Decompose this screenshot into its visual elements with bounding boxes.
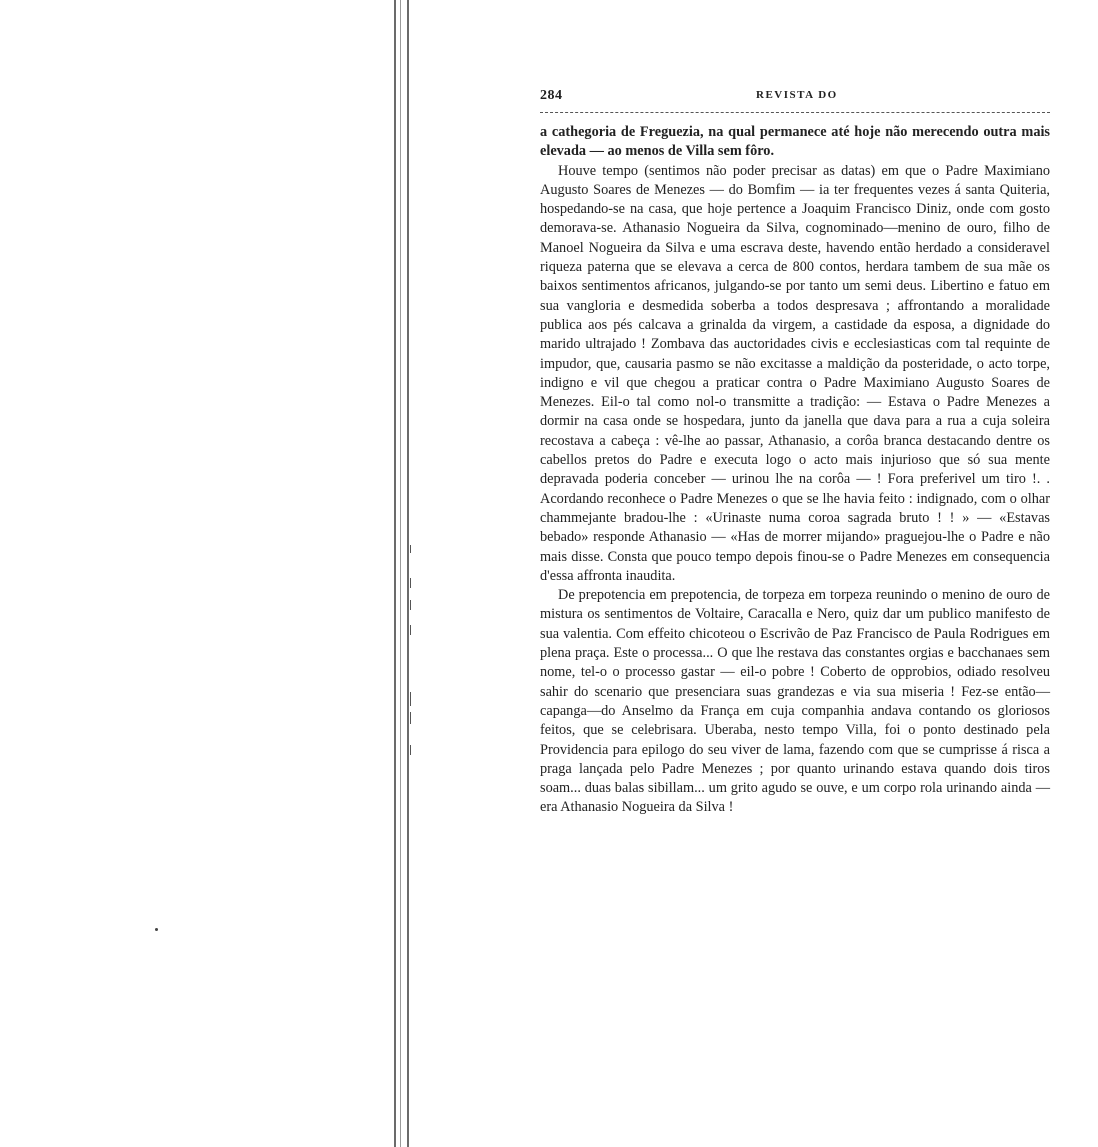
gutter-mark — [410, 578, 411, 588]
spine-edge-line — [400, 0, 401, 1147]
spine-edge-line — [407, 0, 409, 1147]
printed-page — [540, 88, 1050, 818]
page-number: 284 — [540, 88, 563, 103]
gutter-mark — [410, 600, 411, 610]
running-head — [540, 88, 1050, 106]
gutter-mark — [410, 625, 411, 635]
stray-mark — [155, 928, 158, 931]
gutter-mark — [410, 745, 411, 755]
header-rule — [540, 112, 1050, 113]
gutter-mark — [410, 545, 411, 553]
gutter-mark — [410, 712, 411, 724]
paragraph: De prepotencia em prepotencia, de torpeza em torpeza reunindo o menino de ouro de mistura os sentimentos de Voltaire, Caracalla e Nero, quiz dar um publico manifesto de sua valentia. Com effeito chicoteou o Escrivão de Paz Francisco de Paula Rodrigues em plena praça. Este o processa... O que lhe restava das constantes orgias e bacchanaes sem nome, tel-o o processo gastar — eil-o pobre ! Coberto de opprobios, odiado resolveu sahir do scenario que presenciara suas grandezas e via sua miseria ! Fez-se então—capanga—do Anselmo da França em cuja companhia andava contando os gloriosos feitos, que se celebrisara. Uberaba, nesto tempo Villa, foi o ponto destinado pela Providencia para epilogo do seu viver de lama, fazendo com que se cumprisse á risca a praga lançada pelo Padre Menezes ; por quanto urinando estava quando dois tiros soam... duas balas sibillam... um grito agudo se ouve, e um corpo rola urinando ainda — era Athanasio Nogueira da Silva ! — [540, 587, 1050, 816]
article-body — [540, 123, 1050, 818]
spine-edge-line — [394, 0, 396, 1147]
paragraph: Houve tempo (sentimos não poder precisar as datas) em que o Padre Maximiano Augusto Soares de Menezes — do Bomfim — ia ter frequentes vezes á santa Quiteria, hospedando-se na casa, que hoje pertence a Joaquim Francisco Diniz, onde com gosto demorava-se. Athanasio Nogueira da Silva, cognominado—menino de ouro, filho de Manoel Nogueira da Silva e uma escrava deste, havendo então herdado a consideravel riqueza paterna que se elevava a cerca de 800 contos, herdara tambem de sua mãe os baixos sentimentos africanos, julgando-se por tanto um semi deus. Libertino e fatuo em sua vangloria e desmedida soberba a todos despresava ; affrontando a moralidade publica aos pés calcava a grinalda da virgem, a castidade da esposa, a dignidade do marido ultrajado ! Zombava das auctoridades civis e ecclesiasticas com tal requinte de impudor, que, causaria pasmo se não excitasse a maldição da posteridade, o acto torpe, indigno e vil que chegou a praticar contra o Padre Maximiano Augusto Soares de Menezes. Eil-o tal como nol-o transmitte a tradição: — Estava o Padre Menezes a dormir na casa onde se hospedara, junto da janella que dava para a rua a cuja soleira recostava a cabeça : vê-lhe ao passar, Athanasio, a corôa branca destacando dentre os cabellos pretos do Padre e executa logo o acto mais injurioso que só sua mente depravada poderia conceber — urinou lhe na corôa — ! Fora preferivel um tiro !. . Acordando reconhece o Padre Menezes o que se lhe havia feito : indignado, com o olhar chammejante bradou-lhe : «Urinaste numa coroa sagrada bruto ! ! » — «Estavas bebado» responde Athanasio — «Has de morrer mijando» praguejou-lhe o Padre e não mais disse. Consta que pouco tempo depois finou-se o Padre Menezes em consequencia d'essa affronta inaudita. — [540, 162, 1050, 584]
paragraph: a cathegoria de Freguezia, na qual permanece até hoje não merecendo outra mais elevada — ao menos de Villa sem fôro. — [540, 124, 1050, 160]
gutter-mark — [410, 692, 411, 706]
running-title: REVISTA DO — [756, 89, 838, 101]
